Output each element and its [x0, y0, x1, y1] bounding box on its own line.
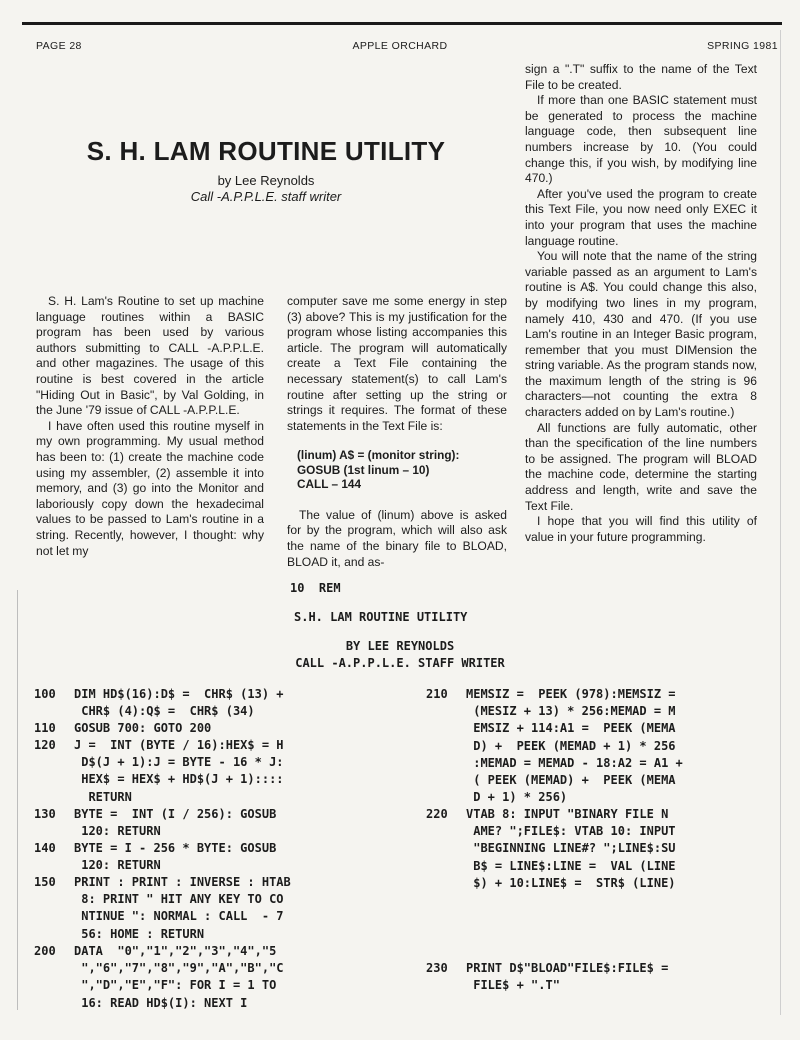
line-code: PRINT : PRINT : INVERSE : HTAB 8: PRINT " HIT ANY KEY TO CO NTINUE ": NORMAL : CALL - 7 56: HOME : RETURN	[74, 875, 291, 941]
paragraph: S. H. Lam's Routine to set up machine language routines within a BASIC program has been used by various authors submitting to CALL -A.P.P.L.E. and other magazines. The usage of this routine is best covered in the article "Hiding Out in Basic", by Val Golding, in the June '79 issue of CALL -A.P.P.L.E.	[36, 294, 264, 418]
statement-format	[297, 448, 507, 492]
listing-title: S.H. LAM ROUTINE UTILITY	[294, 610, 468, 624]
paragraph: If more than one BASIC statement must be generated to process the machine language code, then subsequent line numbers increase by 10. (You could change this, if you wish, by modifying line 470.)	[525, 93, 757, 186]
line-number: 140	[34, 841, 56, 855]
byline	[36, 173, 496, 205]
paragraph: I hope that you will find this utility of value in your future programming.	[525, 514, 757, 544]
line-code: PRINT D$"BLOAD"FILE$:FILE$ = FILE$ + ".T"	[466, 961, 669, 993]
line-code: DIM HD$(16):D$ = CHR$ (13) + CHR$ (4):Q$ = CHR$ (34)	[74, 687, 284, 719]
listing-author-role: CALL -A.P.P.L.E. STAFF WRITER	[295, 656, 505, 670]
paragraph: The value of (linum) above is asked for by the program, which will also ask the name of the binary file to BLOAD, BLOAD it, and as-	[287, 507, 507, 569]
body-column-1	[36, 294, 264, 559]
paragraph: All functions are fully automatic, other than the specification of the line numbers to be assigned. The program will BLOAD the machine code, determine the starting address and length, write and save the Text File.	[525, 420, 757, 513]
line-code: J = INT (BYTE / 16):HEX$ = H D$(J + 1):J = BYTE - 16 * J: HEX$ = HEX$ + HD$(J + 1):::: RETURN	[74, 738, 284, 804]
line-code: BYTE = INT (I / 256): GOSUB 120: RETURN	[74, 807, 277, 839]
page-number: PAGE 28	[36, 40, 82, 52]
line-number: 100	[34, 687, 56, 701]
magazine-name: APPLE ORCHARD	[352, 40, 448, 52]
body-column-3	[525, 62, 757, 545]
line-code: BYTE = I - 256 * BYTE: GOSUB 120: RETURN	[74, 841, 277, 873]
line-code: DATA "0","1","2","3","4","5 ","6","7","8","9","A","B","C ","D","E","F": FOR I = 1 TO 16: READ HD$(I): NEXT I	[74, 944, 284, 1010]
paragraph: sign a ".T" suffix to the name of the Text File to be created.	[525, 62, 757, 92]
line-number: 210	[426, 687, 448, 701]
author: by Lee Reynolds	[217, 173, 315, 188]
paragraph: computer save me some energy in step (3) above? This is my justification for the program whose listing accompanies this article. The program will automatically create a Text File containing the necessary statement(s) to call Lam's routine after setting up the string or strings it requires. The format of these statements in the Text File is:	[287, 294, 507, 433]
line-code: GOSUB 700: GOTO 200	[74, 721, 212, 735]
line-number: 200	[34, 944, 56, 958]
listing-author: BY LEE REYNOLDS	[345, 639, 455, 653]
format-line: CALL – 144	[297, 477, 362, 492]
line-number: 110	[34, 721, 56, 735]
line-number: 150	[34, 875, 56, 889]
top-rule	[22, 22, 782, 25]
line-number: 230	[426, 961, 448, 975]
paragraph: I have often used this routine myself in my own programming. My usual method has been to: (1) create the machine code using my assembler, (2) assemble it into memory, and (3) go into the Monitor and laboriously copy down the hexadecimal values to be passed to Lam's routine in a string. Recently, however, I thought: why not let my	[36, 418, 264, 558]
body-column-2	[287, 294, 507, 570]
listing-rem-line: 10 REM	[290, 581, 341, 595]
article-title: S. H. LAM ROUTINE UTILITY	[86, 136, 446, 166]
author-role: Call -A.P.P.L.E. staff writer	[190, 189, 342, 204]
right-margin-line	[780, 30, 781, 1015]
line-number: 120	[34, 738, 56, 752]
paragraph: After you've used the program to create this Text File, you now need only EXEC it into your program that uses the machine language routine.	[525, 186, 757, 248]
paragraph: You will note that the name of the string variable passed as an argument to Lam's routine is A$. You could change this also, by modifying two lines in my program, namely 410, 430 and 470. (If you use Lam's routine in an Integer Basic program, remember that you must DIMension the string variable. As the program stands now, the maximum length of the string is 96 characters—not counting the extra 8 characters added on by Lam's routine.)	[525, 249, 757, 420]
line-code: MEMSIZ = PEEK (978):MEMSIZ = (MESIZ + 13) * 256:MEMAD = M EMSIZ + 114:A1 = PEEK (MEMA D) + PEEK (MEMAD + 1) * 256 :MEMAD = MEMAD - 18:A2 = A1 + ( PEEK (MEMAD) + PEEK (MEMA D + 1) * 256)	[466, 687, 683, 805]
format-line: (linum) A$ = (monitor string):	[297, 448, 460, 463]
issue-date: SPRING 1981	[707, 40, 778, 52]
line-code: VTAB 8: INPUT "BINARY FILE N AME? ";FILE$: VTAB 10: INPUT "BEGINNING LINE#? ";LINE$:SU B$ = LINE$:LINE = VAL (LINE $) + 10:LINE$ = STR$ (LINE)	[466, 807, 676, 890]
line-number: 220	[426, 807, 448, 821]
format-line: GOSUB (1st linum – 10)	[297, 462, 430, 477]
line-number: 130	[34, 807, 56, 821]
